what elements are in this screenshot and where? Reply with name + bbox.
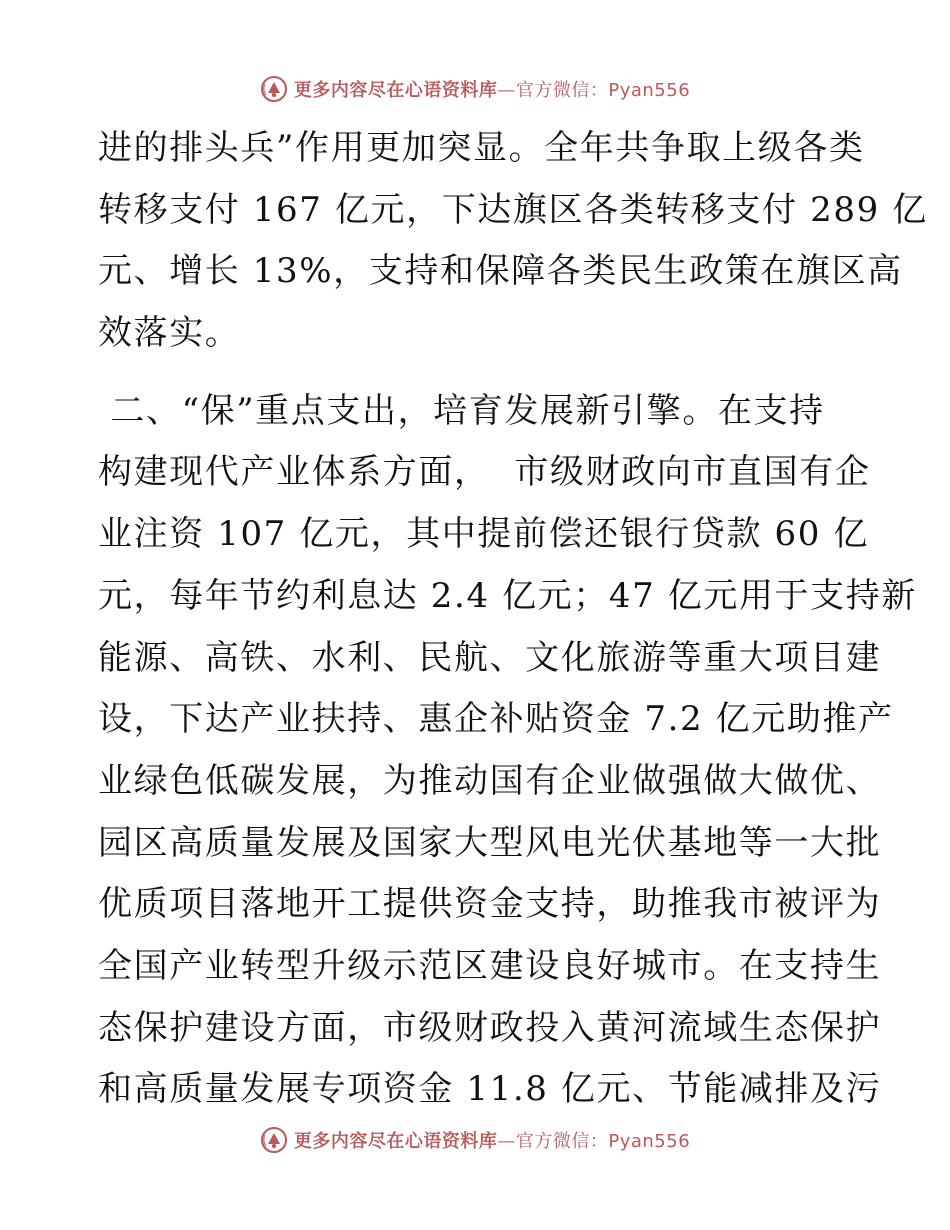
text-line: 设，下达产业扶持、惠企补贴资金 7.2 亿元助推产 — [98, 699, 894, 740]
text-line: 效落实。 — [98, 313, 241, 354]
stamp-logo-icon — [260, 1126, 288, 1154]
text-line: 能源、高铁、水利、民航、文化旅游等重大项目建 — [98, 637, 882, 678]
text-line: 全国产业转型升级示范区建设良好城市。在支持生 — [98, 945, 882, 986]
text-line: 园区高质量发展及国家大型风电光伏基地等一大批 — [98, 822, 882, 863]
watermark-contact: 官方微信： — [515, 1131, 609, 1152]
text-line: 转移支付 167 亿元，下达旗区各类转移支付 289 亿 — [98, 189, 928, 230]
paragraph-spacer — [98, 365, 858, 381]
watermark-contact: 官方微信： — [515, 80, 609, 101]
paragraph-2 — [98, 381, 917, 1121]
watermark-main: 更多内容尽在心语资料库 — [293, 80, 498, 101]
document-body — [98, 118, 928, 1121]
watermark-separator: — — [497, 1131, 516, 1152]
watermark-code: Pyan556 — [608, 80, 691, 101]
text-line: 二、“保”重点支出，培育发展新引擎。在支持 — [98, 390, 825, 431]
text-line: 进的排头兵”作用更加突显。全年共争取上级各类 — [98, 128, 865, 168]
watermark-separator: — — [497, 80, 516, 101]
footer-watermark — [0, 1123, 950, 1157]
stamp-logo-icon — [260, 75, 288, 103]
watermark-main: 更多内容尽在心语资料库 — [293, 1131, 498, 1152]
watermark-text — [294, 1127, 690, 1153]
text-line: 业绿色低碳发展，为推动国有企业做强做大做优、 — [98, 760, 882, 801]
header-watermark — [0, 72, 950, 106]
text-line: 和高质量发展专项资金 11.8 亿元、节能减排及污 — [98, 1069, 882, 1110]
text-line: 构建现代产业体系方面， 市级财政向市直国有企 — [98, 452, 871, 493]
text-line: 优质项目落地开工提供资金支持，助推我市被评为 — [98, 884, 882, 925]
watermark-text — [294, 76, 690, 102]
text-line: 业注资 107 亿元，其中提前偿还银行贷款 60 亿 — [98, 514, 869, 555]
text-line: 元，每年节约利息达 2.4 亿元；47 亿元用于支持新 — [98, 575, 917, 616]
watermark-code: Pyan556 — [608, 1131, 691, 1152]
paragraph-1 — [98, 118, 928, 365]
text-line: 态保护建设方面，市级财政投入黄河流域生态保护 — [98, 1007, 882, 1048]
text-line: 元、增长 13%，支持和保障各类民生政策在旗区高 — [98, 251, 903, 292]
